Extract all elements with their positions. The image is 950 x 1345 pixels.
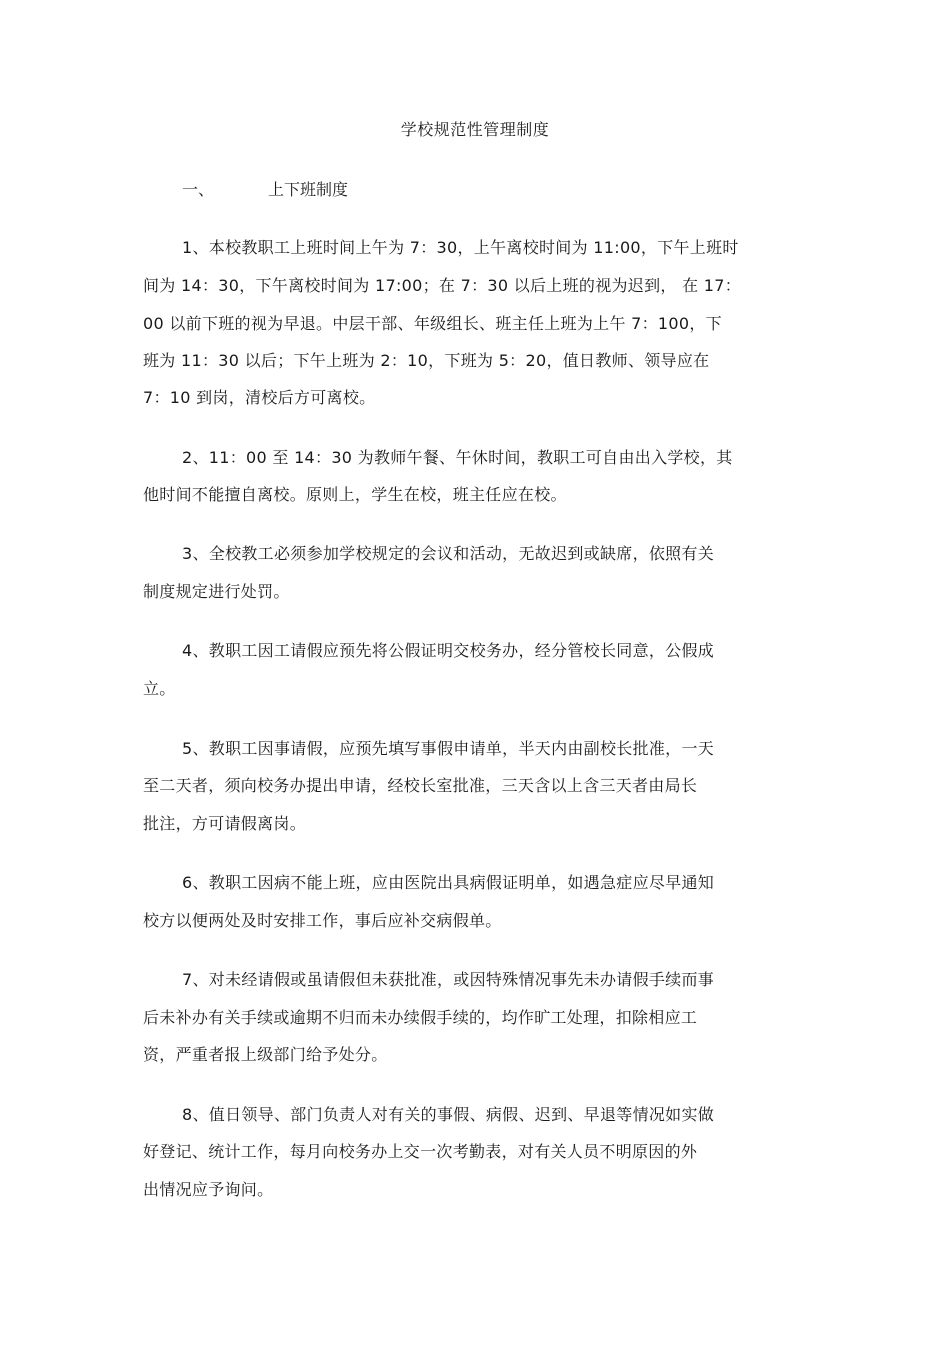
paragraph-line: 2、11：00 至 14：30 为教师午餐、午休时间，教职工可自由出入学校，其 xyxy=(182,448,733,467)
section-number: 一、 xyxy=(182,180,215,199)
paragraph-line: 7：10 到岗，清校后方可离校。 xyxy=(143,388,376,407)
paragraph-line: 4、教职工因工请假应预先将公假证明交校务办，经分管校长同意，公假成 xyxy=(182,641,715,660)
paragraph-line: 资，严重者报上级部门给予处分。 xyxy=(143,1045,388,1064)
paragraph-line: 制度规定进行处罚。 xyxy=(143,582,290,601)
paragraph-line: 1、本校教职工上班时间上午为 7：30，上午离校时间为 11:00，下午上班时 xyxy=(182,238,739,257)
paragraph-line: 7、对未经请假或虽请假但未获批准，或因特殊情况事先未办请假手续而事 xyxy=(182,970,715,989)
section-title: 上下班制度 xyxy=(268,180,349,199)
paragraph-line: 5、教职工因事请假，应预先填写事假申请单，半天内由副校长批准，一天 xyxy=(182,739,715,758)
paragraph-line: 8、值日领导、部门负责人对有关的事假、病假、迟到、早退等情况如实做 xyxy=(182,1105,715,1124)
paragraph-line: 3、全校教工必须参加学校规定的会议和活动，无故迟到或缺席，依照有关 xyxy=(182,544,715,563)
paragraph-line: 至二天者，须向校务办提出申请，经校长室批准，三天含以上含三天者由局长 xyxy=(143,776,698,795)
paragraph-line: 校方以便两处及时安排工作，事后应补交病假单。 xyxy=(143,911,502,930)
paragraph-line: 好登记、统计工作，每月向校务办上交一次考勤表，对有关人员不明原因的外 xyxy=(143,1142,698,1161)
paragraph-line: 间为 14：30，下午离校时间为 17:00；在 7：30 以后上班的视为迟到， 在 17： xyxy=(143,276,742,295)
paragraph-line: 批注，方可请假离岗。 xyxy=(143,814,307,833)
paragraph-line: 后未补办有关手续或逾期不归而未办续假手续的，均作旷工处理，扣除相应工 xyxy=(143,1008,698,1027)
paragraph-line: 00 以前下班的视为早退。中层干部、年级组长、班主任上班为上午 7：100，下 xyxy=(143,314,722,333)
paragraph-line: 立。 xyxy=(143,679,176,698)
paragraph-line: 班为 11：30 以后；下午上班为 2：10，下班为 5：20，值日教师、领导应在 xyxy=(143,351,710,370)
section-heading xyxy=(182,179,348,201)
paragraph-line: 出情况应予询问。 xyxy=(143,1180,274,1199)
document-title: 学校规范性管理制度 xyxy=(400,120,550,139)
paragraph-line: 6、教职工因病不能上班，应由医院出具病假证明单，如遇急症应尽早通知 xyxy=(182,873,715,892)
paragraph-line: 他时间不能擅自离校。原则上，学生在校，班主任应在校。 xyxy=(143,485,567,504)
